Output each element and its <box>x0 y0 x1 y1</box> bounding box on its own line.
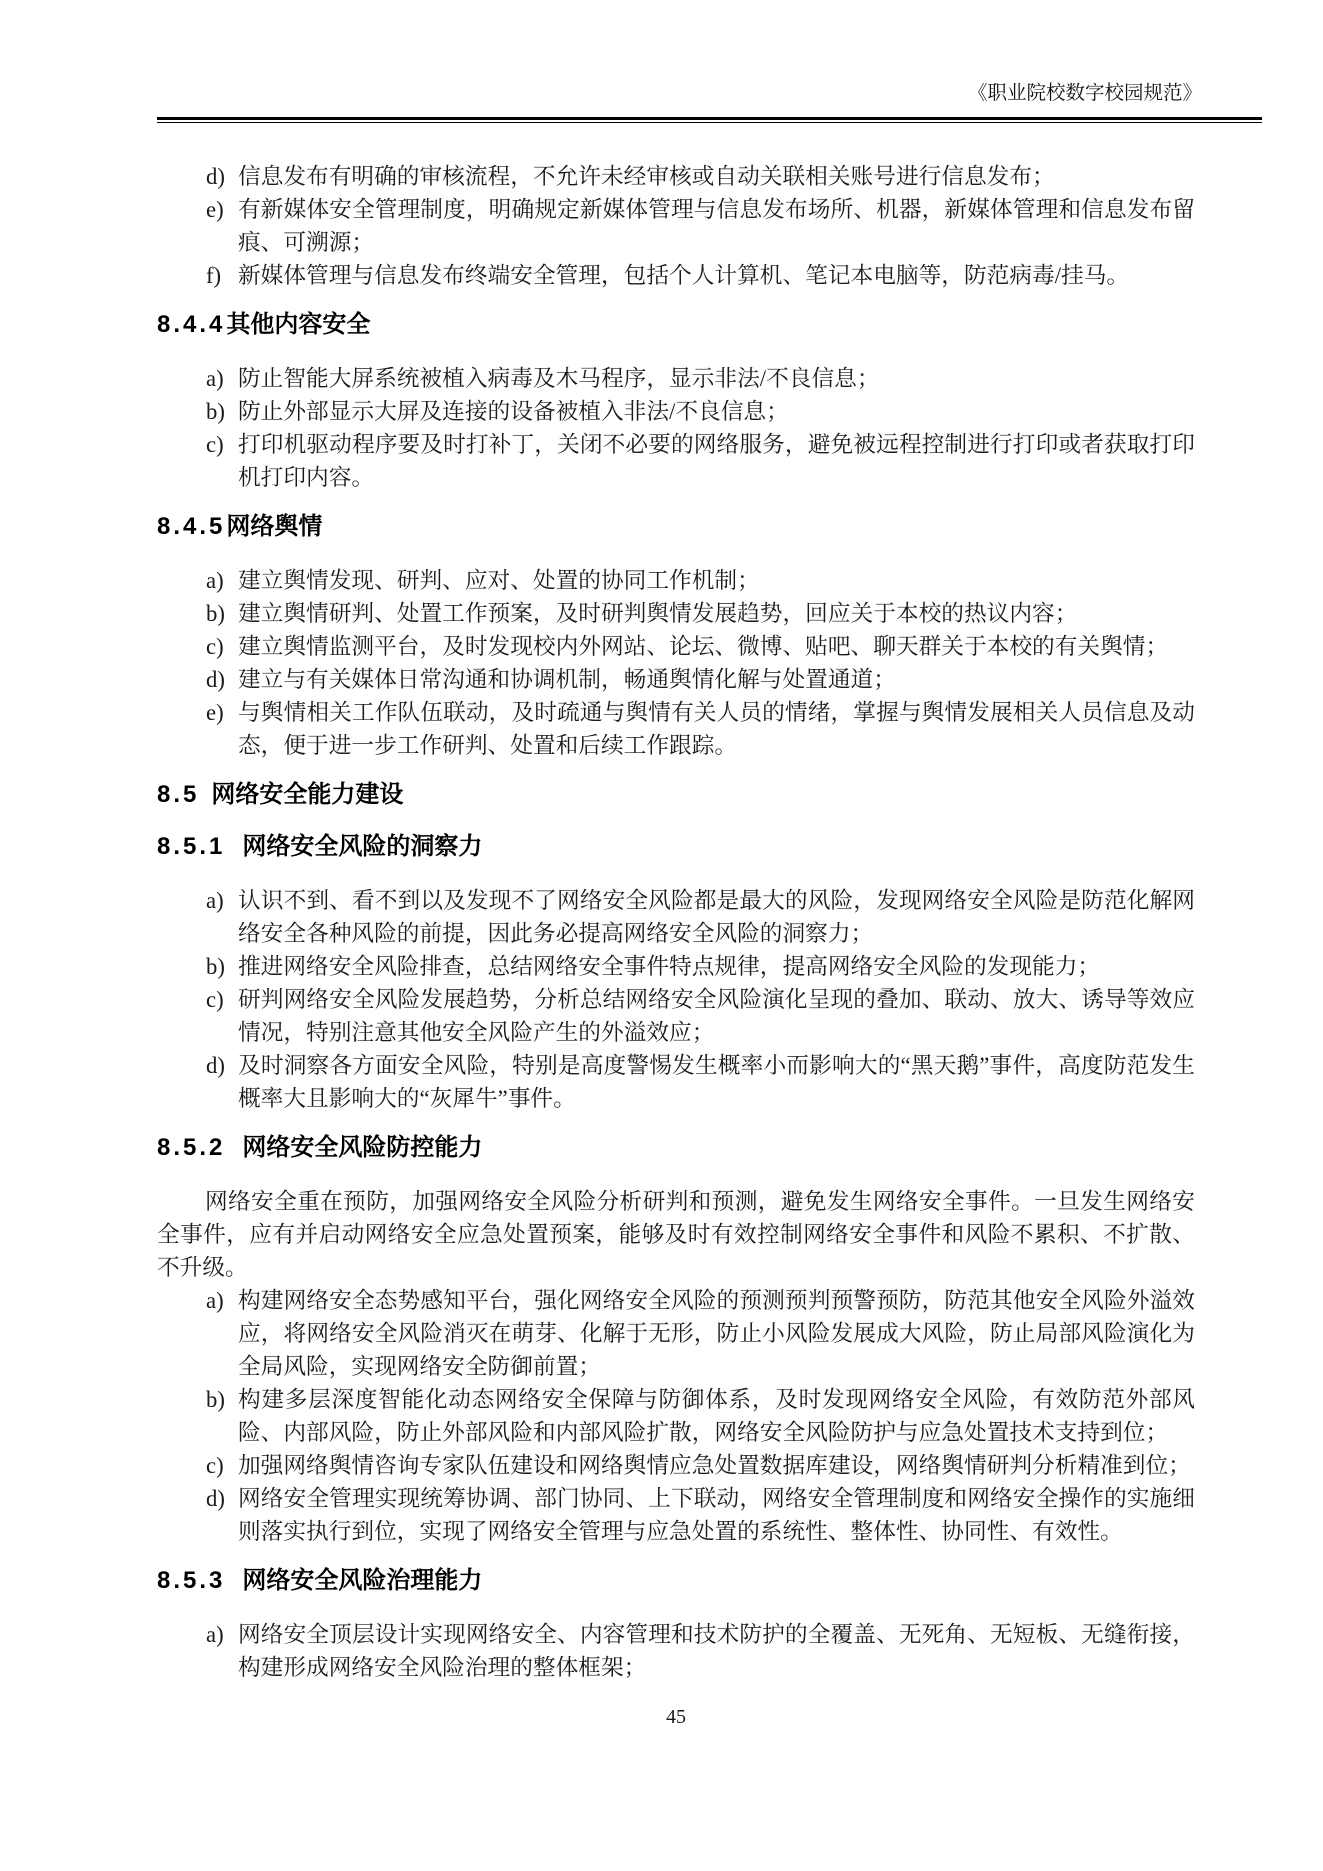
section-heading <box>157 1566 1195 1596</box>
list-item <box>157 630 1195 663</box>
item-list <box>157 160 1195 292</box>
item-text: 网络安全顶层设计实现网络安全、内容管理和技术防护的全覆盖、无死角、无短板、无缝衔接，构建形成网络安全风险治理的整体框架； <box>238 1622 1195 1680</box>
section-title: 网络安全能力建设 <box>211 781 404 808</box>
item-text: 建立舆情监测平台，及时发现校内外网站、论坛、微博、贴吧、聊天群关于本校的有关舆情； <box>238 634 1169 659</box>
section-title: 网络安全风险治理能力 <box>242 1567 483 1594</box>
list-item <box>157 983 1195 1049</box>
list-item <box>157 884 1195 950</box>
item-list <box>157 564 1195 762</box>
header-rule <box>157 117 1262 123</box>
list-item <box>157 1383 1195 1449</box>
item-text: 防止外部显示大屏及连接的设备被植入非法/不良信息； <box>238 399 789 424</box>
item-list <box>157 1284 1195 1548</box>
item-label: a) <box>206 1622 224 1647</box>
item-label: a) <box>206 366 224 391</box>
list-item <box>157 696 1195 762</box>
item-text: 网络安全管理实现统筹协调、部门协同、上下联动，网络安全管理制度和网络安全操作的实施细则落实执行到位，实现了网络安全管理与应急处置的系统性、整体性、协同性、有效性。 <box>238 1486 1195 1544</box>
section-number: 8.5.1 <box>157 833 226 860</box>
section-title: 网络舆情 <box>226 513 323 540</box>
list-item <box>157 362 1195 395</box>
list-item <box>157 950 1195 983</box>
item-list <box>157 1618 1195 1684</box>
section-heading <box>157 1133 1195 1163</box>
item-text: 新媒体管理与信息发布终端安全管理，包括个人计算机、笔记本电脑等，防范病毒/挂马。 <box>238 263 1130 288</box>
item-text: 信息发布有明确的审核流程，不允许未经审核或自动关联相关账号进行信息发布； <box>238 164 1055 189</box>
section-heading <box>157 832 1195 862</box>
section-heading <box>157 780 1195 810</box>
item-label: a) <box>206 888 224 913</box>
list-item <box>157 663 1195 696</box>
list-item <box>157 1449 1195 1482</box>
item-text: 及时洞察各方面安全风险，特别是高度警惕发生概率小而影响大的“黑天鹅”事件，高度防范发生概率大且影响大的“灰犀牛”事件。 <box>238 1053 1195 1111</box>
item-label: d) <box>206 1053 225 1078</box>
section-number: 8.5.2 <box>157 1134 226 1161</box>
list-item <box>157 259 1195 292</box>
item-text: 认识不到、看不到以及发现不了网络安全风险都是最大的风险，发现网络安全风险是防范化解网络安全各种风险的前提，因此务必提高网络安全风险的洞察力； <box>238 888 1195 946</box>
item-text: 加强网络舆情咨询专家队伍建设和网络舆情应急处置数据库建设，网络舆情研判分析精准到位； <box>238 1453 1191 1478</box>
item-label: a) <box>206 568 224 593</box>
body-paragraph: 网络安全重在预防，加强网络安全风险分析研判和预测，避免发生网络安全事件。一旦发生网络安全事件，应有并启动网络安全应急处置预案，能够及时有效控制网络安全事件和风险不累积、不扩散、不升级。 <box>157 1189 1195 1280</box>
item-label: c) <box>206 987 224 1012</box>
list-item <box>157 160 1195 193</box>
item-label: b) <box>206 954 225 979</box>
item-text: 研判网络安全风险发展趋势，分析总结网络安全风险演化呈现的叠加、联动、放大、诱导等效应情况，特别注意其他安全风险产生的外溢效应； <box>238 987 1195 1045</box>
list-item <box>157 1284 1195 1383</box>
item-label: c) <box>206 1453 224 1478</box>
page-number: 45 <box>666 1706 686 1728</box>
running-header: 《职业院校数字校园规范》 <box>967 83 1202 104</box>
section-number: 8.5 <box>157 781 200 808</box>
item-text: 构建多层深度智能化动态网络安全保障与防御体系，及时发现网络安全风险，有效防范外部风险、内部风险，防止外部风险和内部风险扩散，网络安全风险防护与应急处置技术支持到位； <box>238 1387 1195 1445</box>
item-text: 防止智能大屏系统被植入病毒及木马程序，显示非法/不良信息； <box>238 366 880 391</box>
item-text: 推进网络安全风险排查，总结网络安全事件特点规律，提高网络安全风险的发现能力； <box>238 954 1101 979</box>
item-label: a) <box>206 1288 224 1313</box>
item-list <box>157 884 1195 1115</box>
section-heading <box>157 310 1195 340</box>
item-text: 建立舆情发现、研判、应对、处置的协同工作机制； <box>238 568 760 593</box>
item-text: 建立与有关媒体日常沟通和协调机制，畅通舆情化解与处置通道； <box>238 667 896 692</box>
item-label: f) <box>206 263 222 288</box>
list-item <box>157 395 1195 428</box>
item-label: b) <box>206 399 225 424</box>
item-text: 与舆情相关工作队伍联动，及时疏通与舆情有关人员的情绪，掌握与舆情发展相关人员信息及动态，便于进一步工作研判、处置和后续工作跟踪。 <box>238 700 1195 758</box>
item-text: 打印机驱动程序要及时打补丁，关闭不必要的网络服务，避免被远程控制进行打印或者获取打印机打印内容。 <box>238 432 1195 490</box>
section-number: 8.4.4 <box>157 311 226 338</box>
list-item <box>157 564 1195 597</box>
item-label: b) <box>206 1387 225 1412</box>
document-content <box>157 160 1195 1684</box>
list-item <box>157 428 1195 494</box>
item-label: d) <box>206 1486 225 1511</box>
section-title: 网络安全风险防控能力 <box>242 1134 483 1161</box>
section-title: 其他内容安全 <box>226 311 371 338</box>
section-number: 8.5.3 <box>157 1567 226 1594</box>
item-label: d) <box>206 164 225 189</box>
list-item <box>157 1482 1195 1548</box>
list-item <box>157 597 1195 630</box>
list-item <box>157 1618 1195 1684</box>
list-item <box>157 193 1195 259</box>
section-title: 网络安全风险的洞察力 <box>242 833 483 860</box>
section-number: 8.4.5 <box>157 513 226 540</box>
item-text: 构建网络安全态势感知平台，强化网络安全风险的预测预判预警预防，防范其他安全风险外溢效应，将网络安全风险消灭在萌芽、化解于无形，防止小风险发展成大风险，防止局部风险演化为全局风险，实现网络安全防御前置； <box>238 1288 1195 1379</box>
item-list <box>157 362 1195 494</box>
section-heading <box>157 512 1195 542</box>
item-label: c) <box>206 432 224 457</box>
item-text: 有新媒体安全管理制度，明确规定新媒体管理与信息发布场所、机器，新媒体管理和信息发布留痕、可溯源； <box>238 197 1195 255</box>
item-text: 建立舆情研判、处置工作预案，及时研判舆情发展趋势，回应关于本校的热议内容； <box>238 601 1078 626</box>
item-label: e) <box>206 197 224 222</box>
item-label: b) <box>206 601 225 626</box>
item-label: d) <box>206 667 225 692</box>
item-label: c) <box>206 634 224 659</box>
list-item <box>157 1049 1195 1115</box>
item-label: e) <box>206 700 224 725</box>
